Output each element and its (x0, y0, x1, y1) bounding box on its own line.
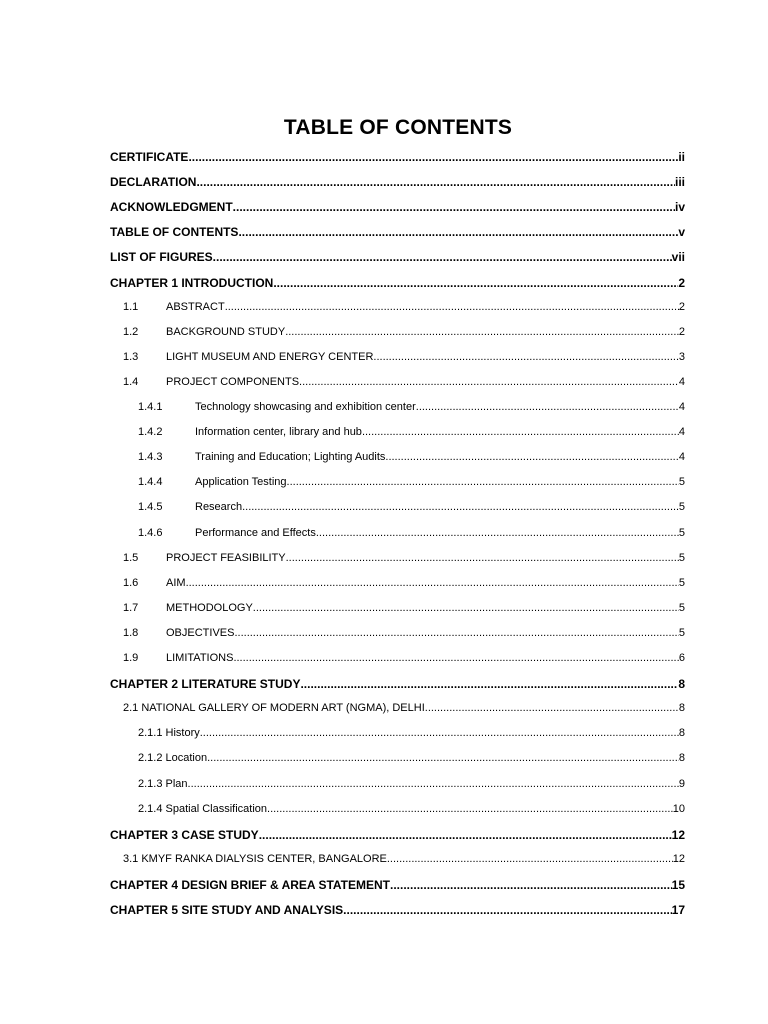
toc-entry-page-number: 5 (678, 626, 685, 639)
toc-entry-title: CERTIFICATE (110, 150, 189, 164)
toc-entry-number: 1.4 (123, 375, 139, 388)
toc-entry[interactable] (110, 150, 685, 170)
toc-entry[interactable] (110, 627, 685, 647)
toc-entry-page-number: 12 (671, 827, 685, 842)
toc-entry-title: OBJECTIVES (166, 626, 235, 639)
toc-entry-page-number: 8 (678, 702, 685, 715)
toc-entry-page-number: vii (671, 250, 685, 265)
dot-leader (425, 702, 679, 714)
toc-entry-page-number: 5 (678, 551, 685, 564)
dot-leader (242, 501, 679, 513)
dot-leader (299, 376, 679, 388)
toc-entry-page-number: 8 (678, 727, 685, 740)
toc-entry-title: PROJECT COMPONENTS (166, 375, 300, 388)
toc-entry-number: 1.4.5 (138, 501, 163, 514)
toc-entry-title: CHAPTER 2 LITERATURE STUDY (110, 677, 301, 692)
toc-entry-number: 1.2 (123, 325, 139, 338)
toc-entry[interactable] (110, 175, 685, 195)
toc-entry-number: 1.4.1 (138, 401, 163, 413)
dot-leader (273, 276, 678, 290)
toc-entry[interactable] (110, 426, 685, 446)
toc-entry[interactable] (110, 803, 685, 823)
toc-entry-title: CHAPTER 5 SITE STUDY AND ANALYSIS (110, 903, 344, 917)
toc-entry[interactable] (110, 602, 685, 622)
dot-leader (233, 200, 675, 214)
toc-entry[interactable] (110, 225, 685, 245)
dot-leader (385, 451, 678, 463)
toc-entry-number: 1.4.6 (138, 526, 163, 539)
dot-leader (234, 627, 678, 639)
toc-entry[interactable] (110, 401, 685, 421)
toc-entry-title: ACKNOWLEDGMENT (110, 200, 233, 215)
toc-entry-title: Application Testing (195, 476, 287, 489)
toc-entry[interactable] (110, 200, 685, 220)
toc-entry-page-number: 5 (678, 601, 685, 614)
toc-entry[interactable] (110, 828, 685, 848)
toc-entry[interactable] (110, 853, 685, 873)
dot-leader (259, 828, 672, 842)
toc-entry-page-number: 2 (678, 300, 685, 313)
toc-entry-number: 1.4.3 (138, 451, 163, 464)
dot-leader (300, 677, 678, 691)
toc-entry[interactable] (110, 527, 685, 547)
toc-entry-number: 1.9 (123, 652, 139, 664)
toc-entry-title: Technology showcasing and exhibition center (195, 401, 416, 413)
toc-entry-title: METHODOLOGY (166, 601, 253, 614)
toc-entry[interactable] (110, 351, 685, 371)
toc-entry-page-number: 2 (678, 325, 685, 338)
toc-entry[interactable] (110, 652, 685, 672)
toc-entry[interactable] (110, 677, 685, 697)
toc-entry[interactable] (110, 727, 685, 747)
toc-entry-title: 3.1 KMYF RANKA DIALYSIS CENTER, BANGALORE (123, 852, 387, 865)
dot-leader (287, 476, 679, 488)
page-title: TABLE OF CONTENTS (283, 116, 513, 139)
toc-entry[interactable] (110, 903, 685, 923)
dot-leader (225, 301, 679, 313)
dot-leader (238, 225, 678, 239)
dot-leader (186, 577, 679, 589)
toc-entry[interactable] (110, 326, 685, 346)
toc-entry[interactable] (110, 702, 685, 722)
toc-entry-number: 1.8 (123, 626, 139, 639)
toc-entry-title: AIM (166, 576, 186, 589)
dot-leader (416, 401, 679, 413)
toc-entry-number: 1.4.2 (138, 426, 163, 439)
toc-entry-title: 2.1.3 Plan (138, 777, 188, 790)
toc-entry-number: 1.4.4 (138, 476, 163, 489)
dot-leader (233, 652, 678, 664)
toc-entry-title: Training and Education; Lighting Audits (195, 451, 386, 464)
toc-entry-title: 2.1 NATIONAL GALLERY OF MODERN ART (NGMA), DELHI (123, 702, 425, 715)
dot-leader (200, 727, 679, 739)
toc-entry-title: Performance and Effects (195, 526, 316, 539)
toc-entry-page-number: iv (674, 200, 685, 215)
dot-leader (343, 903, 671, 917)
toc-entry-number: 1.3 (123, 350, 139, 363)
toc-entry-title: CHAPTER 1 INTRODUCTION (110, 275, 274, 290)
dot-leader (390, 878, 672, 892)
toc-entry-page-number: 9 (678, 777, 685, 790)
toc-entry-page-number: 15 (671, 877, 685, 892)
toc-entry-title: CHAPTER 3 CASE STUDY (110, 827, 259, 842)
toc-entry[interactable] (110, 451, 685, 471)
toc-entry[interactable] (110, 250, 685, 270)
toc-entry[interactable] (110, 276, 685, 296)
dot-leader (286, 552, 679, 564)
toc-entry-page-number: ii (678, 150, 685, 164)
toc-entry[interactable] (110, 577, 685, 597)
dot-leader (253, 602, 679, 614)
toc-entry-page-number: iii (674, 175, 685, 190)
toc-entry-title: DECLARATION (110, 175, 197, 190)
toc-entry-title: BACKGROUND STUDY (166, 325, 286, 338)
dot-leader (387, 853, 673, 865)
toc-entry-page-number: 2 (678, 275, 685, 290)
toc-entry-title: 2.1.2 Location (138, 752, 208, 765)
toc-entry-title: 2.1.4 Spatial Classification (138, 802, 268, 815)
toc-entry[interactable] (110, 552, 685, 572)
dot-leader (188, 778, 679, 790)
dot-leader (373, 351, 678, 363)
dot-leader (285, 326, 679, 338)
toc-entry-title: Research (195, 501, 243, 514)
toc-entry-page-number: 17 (671, 903, 685, 917)
toc-entry-title: CHAPTER 4 DESIGN BRIEF & AREA STATEMENT (110, 877, 391, 892)
toc-entry[interactable] (110, 476, 685, 496)
toc-entry-title: LIGHT MUSEUM AND ENERGY CENTER (166, 350, 374, 363)
toc-entry[interactable] (110, 501, 685, 521)
toc-entry-page-number: 3 (678, 350, 685, 363)
toc-entry-title: LIST OF FIGURES (110, 250, 213, 265)
dot-leader (267, 803, 673, 815)
toc-entry[interactable] (110, 376, 685, 396)
toc-entry[interactable] (110, 878, 685, 898)
toc-entry-page-number: 8 (678, 752, 685, 765)
toc-entry-page-number: 4 (678, 451, 685, 464)
toc-entry-page-number: 4 (678, 401, 685, 413)
dot-leader (316, 527, 679, 539)
toc-entry-title: ABSTRACT (166, 300, 225, 313)
toc-entry-page-number: 6 (678, 652, 685, 664)
toc-entry-number: 1.6 (123, 576, 139, 589)
toc-entry-page-number: 8 (678, 677, 685, 692)
dot-leader (188, 150, 678, 164)
toc-entry-page-number: 12 (672, 852, 685, 865)
dot-leader (362, 426, 679, 438)
toc-entry-title: TABLE OF CONTENTS (110, 225, 239, 240)
toc-entry[interactable] (110, 301, 685, 321)
dot-leader (207, 752, 679, 764)
toc-entry-page-number: 5 (678, 576, 685, 589)
toc-entry-page-number: 4 (678, 426, 685, 439)
toc-entry-page-number: 4 (678, 375, 685, 388)
toc-entry-page-number: 5 (678, 526, 685, 539)
toc-entry-page-number: 5 (678, 476, 685, 489)
toc-entry-title: 2.1.1 History (138, 727, 200, 740)
toc-entry-page-number: 10 (672, 802, 685, 815)
dot-leader (196, 175, 675, 189)
toc-entry[interactable] (110, 752, 685, 772)
toc-entry-title: PROJECT FEASIBILITY (166, 551, 286, 564)
toc-entry[interactable] (110, 778, 685, 798)
toc-entry-number: 1.1 (123, 300, 139, 313)
toc-entry-title: LIMITATIONS (166, 652, 234, 664)
toc-entry-number: 1.7 (123, 601, 139, 614)
toc-entry-page-number: 5 (678, 501, 685, 514)
dot-leader (213, 250, 672, 264)
toc-entry-page-number: v (678, 225, 685, 240)
toc-entry-title: Information center, library and hub (195, 426, 362, 439)
toc-entry-number: 1.5 (123, 551, 139, 564)
